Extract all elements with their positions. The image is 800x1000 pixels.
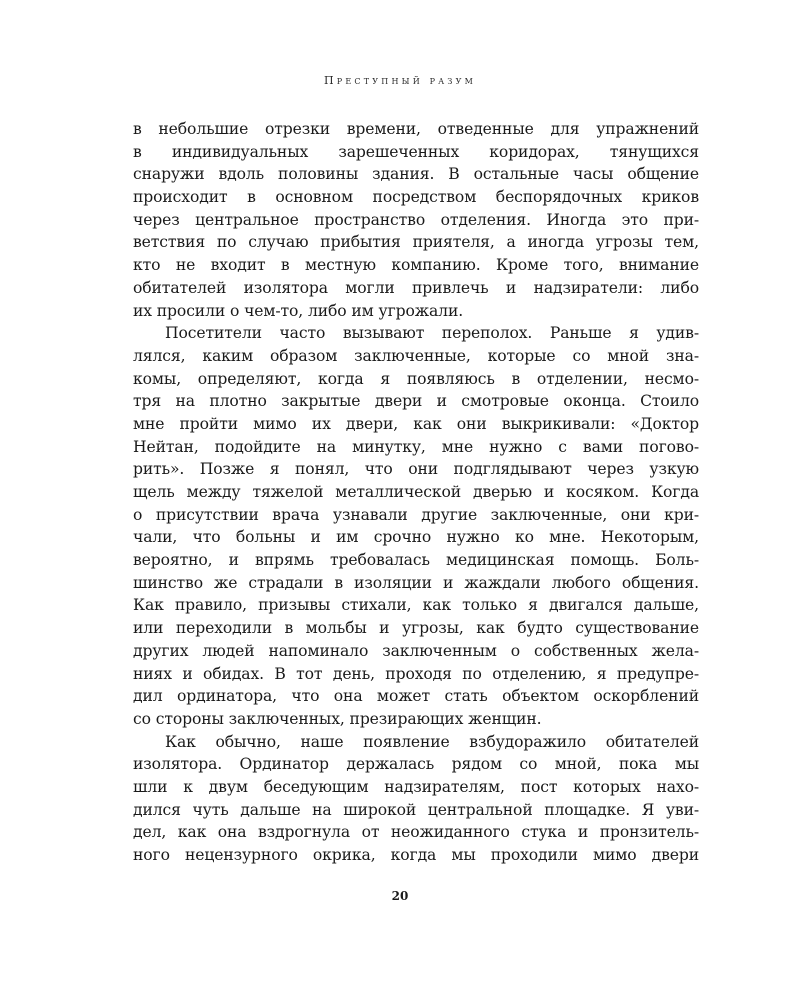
text-line: щель между тяжелой металлической дверью и косяком. Когда — [133, 483, 699, 501]
text-line: комы, определяют, когда я появляюсь в отделении, несмо- — [133, 369, 699, 388]
page-number: 20 — [391, 889, 409, 903]
text-line: чали, что больны и им срочно нужно ко мне. Некоторым, — [133, 528, 699, 547]
text-line: тря на плотно закрытые двери и смотровые оконца. Стоило — [133, 392, 699, 411]
running-head: Преступный разум — [324, 74, 476, 87]
text-line: снаружи вдоль половины здания. В остальные часы общение — [133, 165, 699, 184]
text-line: через центральное пространство отделения. Иногда это при- — [133, 210, 699, 229]
text-line: или переходили в мольбы и угрозы, как будто существование — [133, 619, 699, 638]
text-line: о присутствии врача узнавали другие заключенные, они кри- — [133, 505, 699, 524]
text-line: изолятора. Ординатор держалась рядом со мной, пока мы — [133, 755, 699, 774]
text-line: других людей напоминало заключенным о собственных жела- — [133, 641, 699, 660]
text-line: в небольшие отрезки времени, отведенные для упражнений — [133, 120, 699, 138]
text-line: рить». Позже я понял, что они подглядывают через узкую — [133, 460, 699, 479]
text-line: ветствия по случаю прибытия приятеля, а иногда угрозы тем, — [133, 233, 699, 252]
text-line: ного нецензурного окрика, когда мы проходили мимо двери — [133, 846, 699, 864]
text-line: Как обычно, наше появление взбудоражило обитателей — [165, 732, 699, 751]
text-line: Как правило, призывы стихали, как только я двигался дальше, — [133, 596, 699, 615]
text-line: лялся, каким образом заключенные, которые со мной зна- — [133, 346, 699, 365]
text-line: дился чуть дальше на широкой центральной площадке. Я уви- — [133, 800, 699, 819]
text-line: происходит в основном посредством беспорядочных криков — [133, 188, 699, 207]
text-line: кто не входит в местную компанию. Кроме того, внимание — [133, 256, 699, 275]
text-line: со стороны заключенных, презирающих женщин. — [133, 709, 542, 728]
text-line: вероятно, и впрямь требовалась медицинская помощь. Боль- — [133, 551, 699, 570]
text-line: Нейтан, подойдите на минутку, мне нужно с вами погово- — [133, 437, 699, 456]
text-line: дил ординатора, что она может стать объектом оскорблений — [133, 687, 699, 706]
text-line: шли к двум беседующим надзирателям, пост которых нахо- — [133, 777, 699, 796]
text-line: шинство же страдали в изоляции и жаждали любого общения. — [133, 573, 699, 592]
text-line: Посетители часто вызывают переполох. Раньше я удив- — [165, 324, 699, 343]
text-line: в индивидуальных зарешеченных коридорах, тянущихся — [133, 142, 699, 161]
text-line: дел, как она вздрогнула от неожиданного стука и пронзитель- — [133, 823, 699, 842]
text-line: ниях и обидах. В тот день, проходя по отделению, я предупре- — [133, 664, 699, 683]
text-line: обитателей изолятора могли привлечь и надзиратели: либо — [133, 278, 699, 297]
text-line: мне пройти мимо их двери, как они выкрикивали: «Доктор — [133, 414, 699, 433]
body-text — [133, 118, 699, 867]
text-line: их просили о чем-то, либо им угрожали. — [133, 301, 464, 320]
